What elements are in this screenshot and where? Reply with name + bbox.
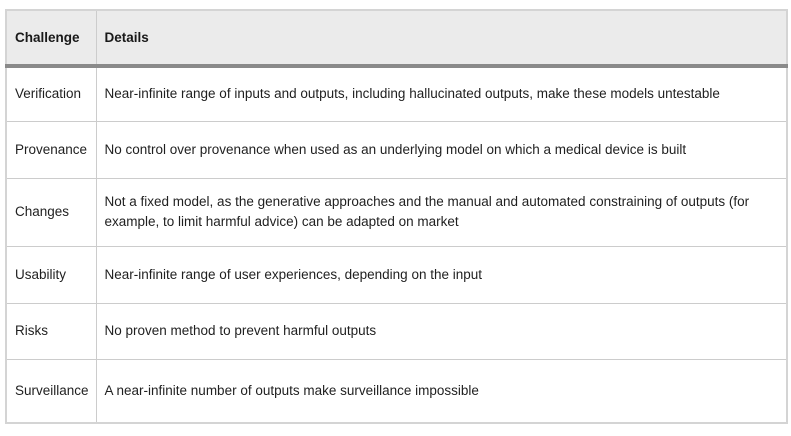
challenge-cell: Verification [6,66,96,121]
table-row-surveillance [6,359,787,423]
details-cell: No proven method to prevent harmful outputs [96,303,787,359]
challenge-cell: Surveillance [6,359,96,423]
table-row-usability [6,246,787,303]
table-row-changes [6,178,787,246]
details-cell: Near-infinite range of inputs and outputs, including hallucinated outputs, make these models untestable [96,66,787,121]
challenge-cell: Risks [6,303,96,359]
challenge-cell: Provenance [6,121,96,178]
details-cell: A near-infinite number of outputs make surveillance impossible [96,359,787,423]
table-row-risks [6,303,787,359]
table-row-verification [6,66,787,121]
column-header-challenge: Challenge [6,10,96,66]
challenge-cell: Changes [6,178,96,246]
challenge-cell: Usability [6,246,96,303]
challenges-table [5,9,788,424]
column-header-details: Details [96,10,787,66]
details-cell: Not a fixed model, as the generative approaches and the manual and automated constraining of outputs (for example, to limit harmful advice) can be adapted on market [96,178,787,246]
header-row [6,10,787,66]
details-cell: No control over provenance when used as an underlying model on which a medical device is built [96,121,787,178]
table-row-provenance [6,121,787,178]
details-cell: Near-infinite range of user experiences, depending on the input [96,246,787,303]
